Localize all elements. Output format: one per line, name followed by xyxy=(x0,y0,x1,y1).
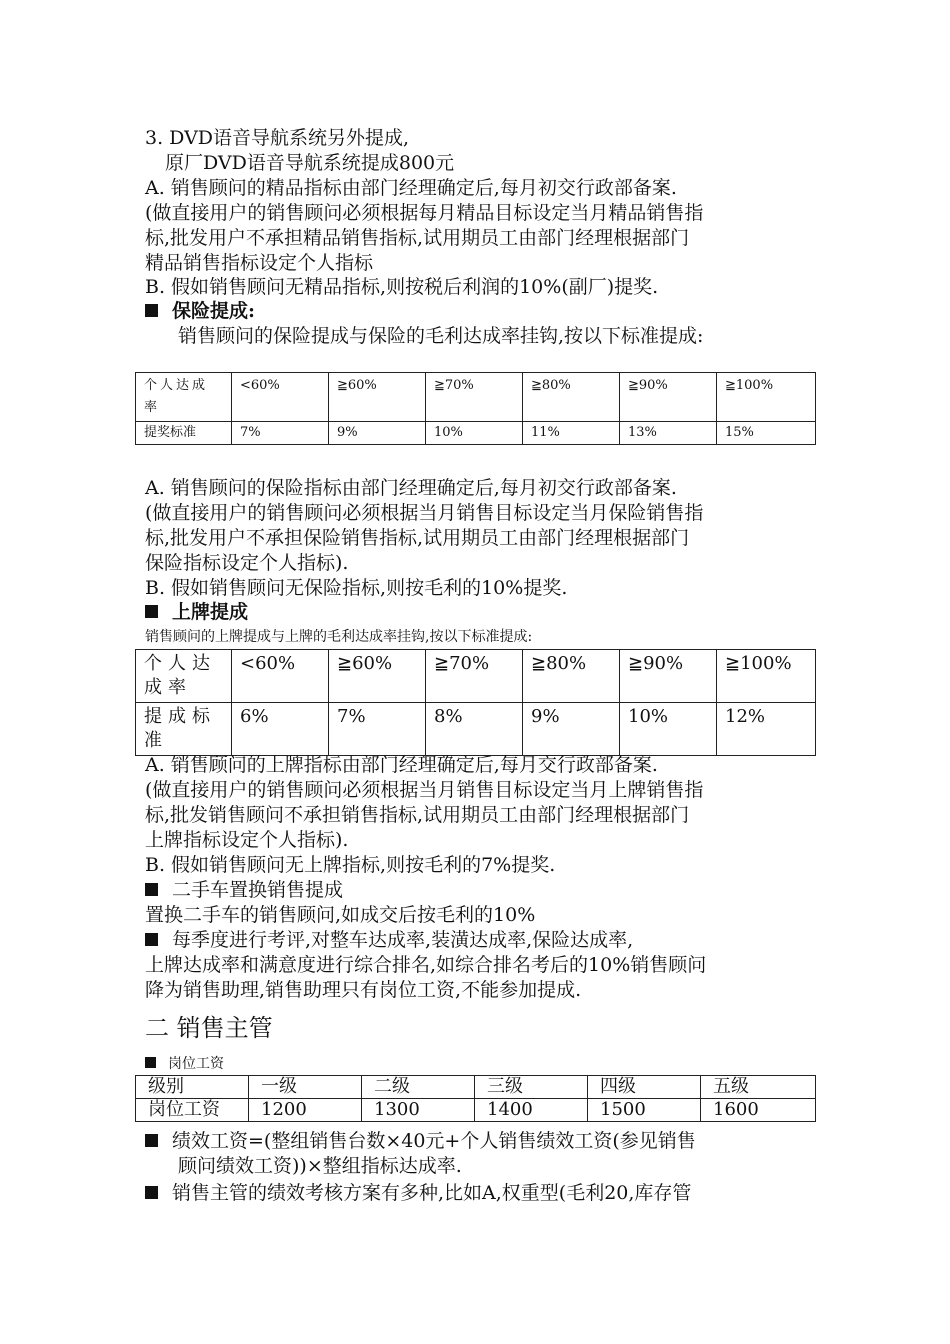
table-cell: <60% xyxy=(232,373,329,422)
table-cell: 二级 xyxy=(362,1076,475,1099)
table-cell: 13% xyxy=(620,422,717,445)
bullet-square-icon xyxy=(145,933,158,946)
table-cell: ≧70% xyxy=(426,373,523,422)
performance-salary-line: 绩效工资=(整组销售台数×40元+个人销售绩效工资(参见销售 xyxy=(145,1128,696,1154)
table-cell: 1200 xyxy=(249,1099,362,1122)
insurance-heading: 保险提成: xyxy=(145,298,255,324)
post-salary-label: 岗位工资 xyxy=(145,1055,224,1073)
table-row xyxy=(136,373,816,422)
bullet-square-icon xyxy=(145,883,158,896)
table-cell: 提成标准 xyxy=(136,703,232,756)
table-cell: 个人达成率 xyxy=(136,373,232,422)
bullet-square-icon xyxy=(145,605,158,618)
accessory-rule-b: B. 假如销售顾问无精品指标,则按税后利润的10%(副厂)提奖. xyxy=(145,276,659,298)
plate-note-3: 上牌指标设定个人指标). xyxy=(145,829,349,851)
review-note-2: 降为销售助理,销售助理只有岗位工资,不能参加提成. xyxy=(145,979,582,1001)
table-row xyxy=(136,1076,816,1099)
table-cell: 四级 xyxy=(588,1076,701,1099)
table-row xyxy=(136,422,816,445)
table-cell: <60% xyxy=(232,650,329,703)
insurance-note-2: 标,批发用户不承担保险销售指标,试用期员工由部门经理根据部门 xyxy=(145,527,690,549)
review-note-1: 上牌达成率和满意度进行综合排名,如综合排名考后的10%销售顾问 xyxy=(145,954,707,976)
plate-rule-b: B. 假如销售顾问无上牌指标,则按毛利的7%提奖. xyxy=(145,854,556,876)
table-cell: ≧60% xyxy=(329,373,426,422)
table-cell: 三级 xyxy=(475,1076,588,1099)
plate-note-1: (做直接用户的销售顾问必须根据当月销售目标设定当月上牌销售指 xyxy=(145,779,704,801)
table-cell: 6% xyxy=(232,703,329,756)
insurance-rule-b: B. 假如销售顾问无保险指标,则按毛利的10%提奖. xyxy=(145,577,568,599)
table-cell: ≧100% xyxy=(717,650,816,703)
table-cell: 1500 xyxy=(588,1099,701,1122)
dvd-commission-line: 原厂DVD语音导航系统提成800元 xyxy=(165,152,455,174)
post-salary-table xyxy=(135,1075,816,1122)
table-cell: ≧100% xyxy=(717,373,816,422)
quarterly-review: 每季度进行考评,对整车达成率,装潢达成率,保险达成率, xyxy=(145,927,633,953)
accessory-note-2: 标,批发用户不承担精品销售指标,试用期员工由部门经理根据部门 xyxy=(145,227,690,249)
insurance-intro: 销售顾问的保险提成与保险的毛利达成率挂钩,按以下标准提成: xyxy=(178,325,704,347)
table-cell: 7% xyxy=(329,703,426,756)
insurance-note-1: (做直接用户的销售顾问必须根据当月销售目标设定当月保险销售指 xyxy=(145,502,704,524)
table-cell: 提奖标准 xyxy=(136,422,232,445)
table-cell: 7% xyxy=(232,422,329,445)
table-cell: ≧90% xyxy=(620,650,717,703)
table-cell: ≧60% xyxy=(329,650,426,703)
table-cell: 11% xyxy=(523,422,620,445)
table-cell: 1300 xyxy=(362,1099,475,1122)
table-cell: 9% xyxy=(523,703,620,756)
table-cell: ≧80% xyxy=(523,650,620,703)
insurance-rate-table xyxy=(135,372,816,445)
table-row xyxy=(136,650,816,703)
plate-rate-table xyxy=(135,649,816,756)
table-cell: 9% xyxy=(329,422,426,445)
table-cell: ≧80% xyxy=(523,373,620,422)
performance-salary-cont: 顾问绩效工资))×整组指标达成率. xyxy=(178,1155,462,1177)
supervisor-plan-line: 销售主管的绩效考核方案有多种,比如A,权重型(毛利20,库存管 xyxy=(145,1180,691,1206)
table-cell: ≧70% xyxy=(426,650,523,703)
plate-heading: 上牌提成 xyxy=(145,599,248,625)
accessory-rule-a: A. 销售顾问的精品指标由部门经理确定后,每月初交行政部备案. xyxy=(145,177,677,199)
table-cell: 1400 xyxy=(475,1099,588,1122)
table-cell: 15% xyxy=(717,422,816,445)
accessory-note-1: (做直接用户的销售顾问必须根据每月精品目标设定当月精品销售指 xyxy=(145,202,704,224)
accessory-note-3: 精品销售指标设定个人指标 xyxy=(145,252,374,274)
item-3-dvd: 3. DVD语音导航系统另外提成, xyxy=(145,127,410,149)
table-cell: 级别 xyxy=(136,1076,249,1099)
table-row xyxy=(136,1099,816,1122)
plate-note-2: 标,批发销售顾问不承担销售指标,试用期员工由部门经理根据部门 xyxy=(145,804,690,826)
table-cell: 8% xyxy=(426,703,523,756)
bullet-square-icon xyxy=(145,1134,158,1147)
bullet-square-icon xyxy=(145,304,158,317)
section-heading: 二 销售主管 xyxy=(145,1014,273,1042)
table-row xyxy=(136,703,816,756)
table-cell: 1600 xyxy=(701,1099,816,1122)
bullet-square-icon xyxy=(145,1057,156,1068)
table-cell: 一级 xyxy=(249,1076,362,1099)
plate-intro: 销售顾问的上牌提成与上牌的毛利达成率挂钩,按以下标准提成: xyxy=(145,629,533,645)
table-cell: 12% xyxy=(717,703,816,756)
insurance-note-3: 保险指标设定个人指标). xyxy=(145,552,349,574)
used-car-heading: 二手车置换销售提成 xyxy=(145,877,343,903)
plate-rule-a: A. 销售顾问的上牌指标由部门经理确定后,每月交行政部备案. xyxy=(145,754,658,776)
table-cell: 岗位工资 xyxy=(136,1099,249,1122)
table-cell: 10% xyxy=(426,422,523,445)
table-cell: 个人达成率 xyxy=(136,650,232,703)
table-cell: 五级 xyxy=(701,1076,816,1099)
table-cell: ≧90% xyxy=(620,373,717,422)
table-cell: 10% xyxy=(620,703,717,756)
used-car-rule: 置换二手车的销售顾问,如成交后按毛利的10% xyxy=(145,904,536,926)
bullet-square-icon xyxy=(145,1186,158,1199)
insurance-rule-a: A. 销售顾问的保险指标由部门经理确定后,每月初交行政部备案. xyxy=(145,477,677,499)
